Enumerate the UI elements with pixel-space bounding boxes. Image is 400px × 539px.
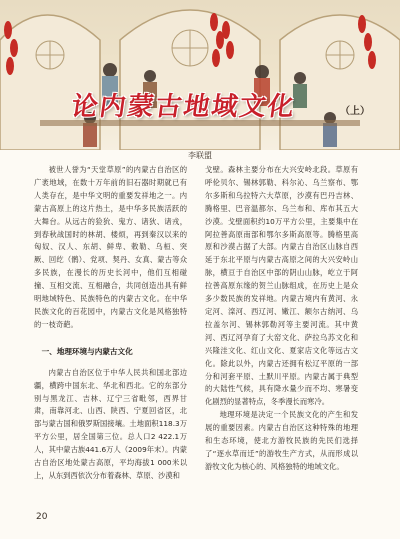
folk-scene-illustration [0,0,400,150]
article-title: 论内蒙古地域文化 [69,92,298,122]
paragraph: 内蒙古自治区位于中华人民共和国北部边疆，横跨中国东北、华北和西北。它的东部分别与黑龙江、吉林、辽宁三省毗邻，西界甘肃，南靠河北、山西、陕西、宁夏回省区，北部与蒙古国和俄罗斯国接壤。土地面积118.3万平方公里，居全国第三位。总人口2 422.1万人，其中蒙古族441.6万人（2009年末）。内蒙古自治区地处蒙古高原，平均海拔1 000米以上，从东到西依次分布着森林、草原、沙漠和 [34,367,187,480]
paragraph: 戈壁。森林主要分布在大兴安岭北段。草原有呼伦贝尔、锡林郭勒、科尔沁、乌兰察布、鄂尔多斯和乌拉特六大草原，沙漠有巴丹吉林、腾格里、巴音温都尔、乌兰布和、库布其五大沙漠。戈壁面积约10万平方公里，主要集中在阿拉善高原南部和鄂尔多斯高原等。腾格里高原和沙漠占据了大部。内蒙古自治区山脉自西延于东北平原与内蒙古高原之间的大兴安岭山脉，横亘于自治区中部的阴山山脉，屹立于阿拉善高原东缘的贺兰山脉组成，在历史上是众多少数民族的发祥地。内蒙古境内有黄河、永定河、滦河、西辽河、嫩江、额尔古纳河、乌拉盖尔河、锡林郭勒河等主要河流。其中黄河、西辽河孕育了大窑文化、萨拉乌苏文化和兴隆洼文化、红山文化、夏家店文化等远古文化。除此以外，内蒙古还拥有松辽平原的一部分和河套平原、土默川平原。内蒙古属于典型的大陆性气候，具有降水量少而不均、寒暑变化剧烈的显著特点，冬季漫长而寒冷。 [205,165,358,407]
right-column [205,164,358,474]
article-subtitle: （上） [340,106,370,117]
section-heading: 一、地理环境与内蒙古文化 [41,346,133,356]
paragraph: 地理环境是决定一个民族文化的产生和发展的重要因素。内蒙古自治区这种特殊的地理和生态环境，使北方游牧民族的先民们选择了“逐水草而迁”的游牧生产方式，从而形成以游牧文化为核心的、风格独特的地域文化。 [205,410,358,471]
header-illustration [0,0,400,150]
paragraph: 被世人誉为“天堂草原”的内蒙古自治区的广袤地域，在数十万年前的旧石器时期就已有人类存在，是中华文明的重要发祥地之一。内蒙古高原上的这片热土，是中华多民族活跃的大舞台。从远古的猃狁、鬼方、诸狄、诸戎，到春秋战国时的林胡、楼烦，再到秦汉以来的匈奴、汉人、东胡、鲜卑、敕勒、乌桓、突厥、回纥（鹘）、党项、契丹、女真、蒙古等众多民族，在漫长的历史长河中，他们互相碰撞、互相交流、互相融合，共同创造出具有鲜明地域特色、民族特色的内蒙古文化。在中华民族文化的百花园中，内蒙古文化是风格独特的一枝奇葩。 [34,165,187,329]
left-column [34,164,187,483]
author-name: 李联盟 [188,151,212,160]
page-number: 20 [36,512,48,522]
